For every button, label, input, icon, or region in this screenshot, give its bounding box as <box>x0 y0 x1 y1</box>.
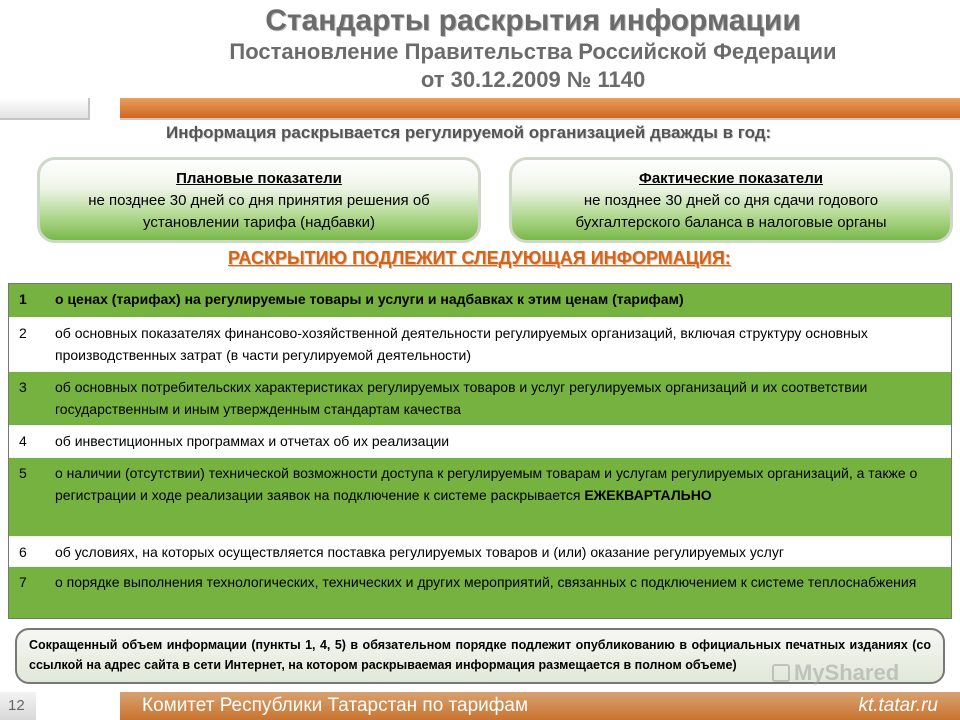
row-text: о наличии (отсутствии) технической возможности доступа к регулируемым товарам и услугам регулируемых организаций, а также о регистрации и ходе реализации заявок на подключение к системе раскрывается <box>55 465 918 503</box>
card-line: бухгалтерского баланса в налоговые органы <box>575 214 887 231</box>
row-text: об условиях, на которых осуществляется поставка регулируемых товаров и (или) оказание регулируемых услуг <box>55 544 784 560</box>
row-number: 7 <box>19 574 27 590</box>
table-row <box>9 567 951 618</box>
slide-number: 12 <box>0 692 36 720</box>
watermark <box>772 660 899 686</box>
row-text: об основных показателях финансово-хозяйственной деятельности регулируемых организаций, включая структуру основных производственных затрат (в части регулируемой деятельности) <box>55 325 868 363</box>
actual-indicators-card <box>509 157 953 243</box>
row-text: о порядке выполнения технологических, технических и других мероприятий, связанных с подключением к системе теплоснабжения <box>55 574 917 590</box>
row-number: 4 <box>19 433 27 449</box>
intro-heading: Информация раскрывается регулируемой организацией дважды в год: <box>166 123 772 142</box>
header-left-bar <box>0 98 90 120</box>
table-row <box>9 537 951 567</box>
row-number: 2 <box>19 325 27 341</box>
disclosure-table <box>8 283 952 619</box>
row-number: 6 <box>19 544 27 560</box>
row-number: 5 <box>19 465 27 481</box>
card-line: не позднее 30 дней со дня принятия решения об <box>88 192 430 209</box>
card-heading: Фактические показатели <box>639 170 823 187</box>
section-title: РАСКРЫТИЮ ПОДЛЕЖИТ СЛЕДУЮЩАЯ ИНФОРМАЦИЯ: <box>228 248 731 268</box>
decree-date: от 30.12.2009 № 1140 <box>420 67 646 92</box>
row-text-block <box>55 458 951 536</box>
row-number: 3 <box>19 379 27 395</box>
footer-bar <box>120 692 960 720</box>
table-row <box>9 318 951 372</box>
table-row <box>9 372 951 426</box>
header-accent-bar <box>120 98 960 120</box>
row-text: о ценах (тарифах) на регулируемые товары и услуги и надбавках к этим ценам (тарифам) <box>55 291 684 307</box>
watermark-icon <box>772 664 790 682</box>
row-text: об основных потребительских характеристиках регулируемых товаров и услуг регулируемых организаций и их соответствии государственным и иным утвержденным стандартам качества <box>55 379 868 417</box>
card-line: установлении тарифа (надбавки) <box>143 214 375 231</box>
planned-indicators-card <box>37 157 481 243</box>
watermark-text: MyShared <box>794 660 900 685</box>
table-row <box>9 458 951 537</box>
row-text: об инвестиционных программах и отчетах об их реализации <box>55 433 450 449</box>
publication-note: Сокращенный объем информации (пункты 1, 4, 5) в обязательном порядке подлежит опубликованию в официальных печатных изданиях (со ссылкой на адрес сайта в сети Интернет, на котором раскрываемая информация размещается в полном объеме) <box>15 628 945 684</box>
row-emphasis: ЕЖЕКВАРТАЛЬНО <box>584 487 712 503</box>
page-subtitle: Постановление Правительства Российской Федерации <box>229 39 837 64</box>
footer-site-link[interactable]: kt.tatar.ru <box>858 695 938 716</box>
page-title: Стандарты раскрытия информации <box>265 4 801 37</box>
card-heading: Плановые показатели <box>176 170 342 187</box>
table-row <box>9 426 951 458</box>
footer-organization: Комитет Республики Татарстан по тарифам <box>142 695 529 716</box>
table-row <box>9 284 951 318</box>
footer <box>0 692 960 720</box>
row-number: 1 <box>19 291 27 307</box>
card-line: не позднее 30 дней со дня сдачи годового <box>583 192 879 209</box>
